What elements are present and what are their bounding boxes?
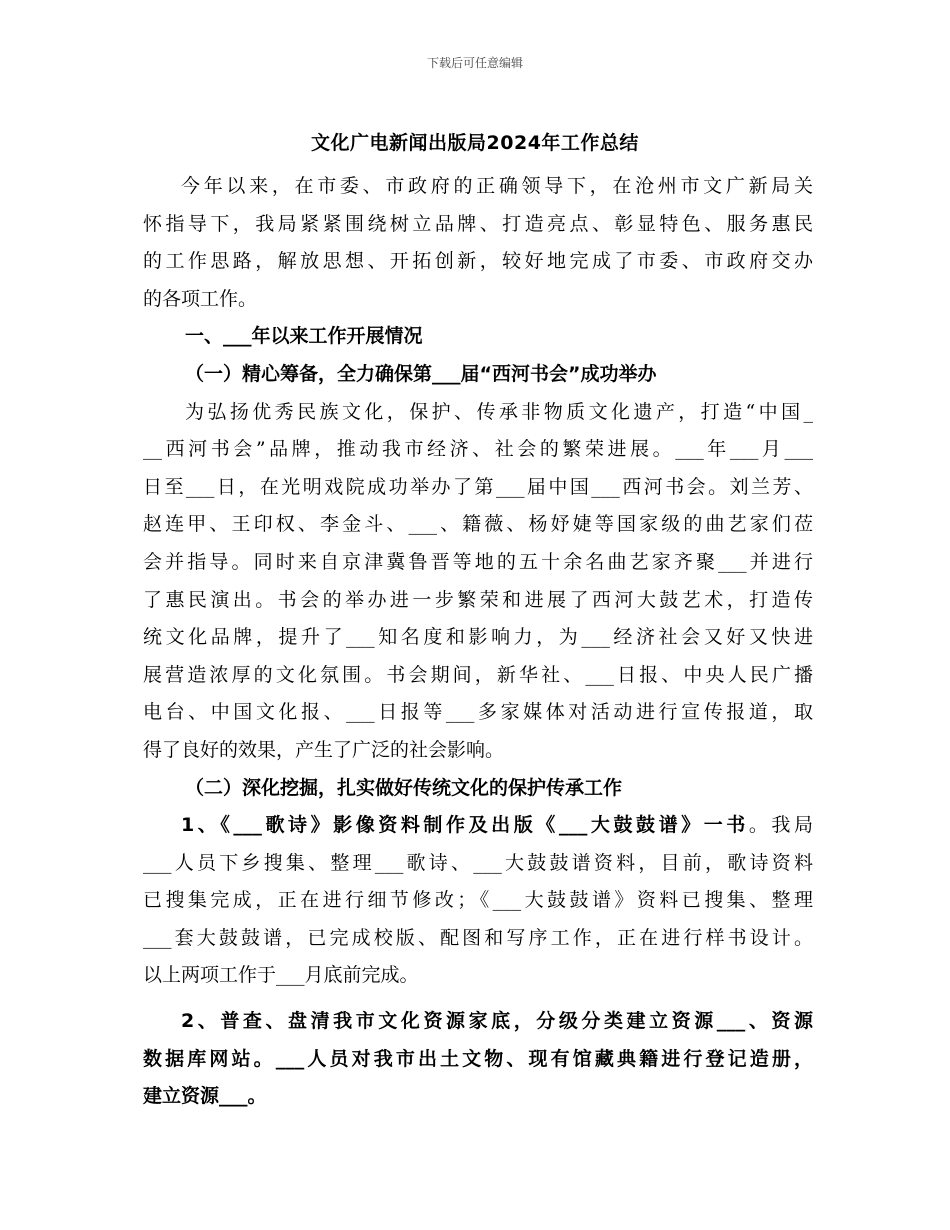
paragraph-line: 怀指导下，我局紧紧围绕树立品牌、打造亮点、彰显特色、服务惠民 [143,212,813,235]
paragraph-line: 赵连甲、王印权、李金斗、___、籍薇、杨妤婕等国家级的曲艺家们莅 [143,513,813,536]
paragraph-line: 得了良好的效果，产生了广泛的社会影响。 [143,738,505,761]
paragraph-line: ___套大鼓鼓谱，已完成校版、配图和写序工作，正在进行样书设计。 [143,926,813,949]
item-heading: 1、《___歌诗》影像资料制作及出版《___大鼓鼓谱》一书 [181,814,749,837]
paragraph-line: 以上两项工作于___月底前完成。 [143,964,419,987]
paragraph-line: 展营造浓厚的文化氛围。书会期间，新华社、___日报、中央人民广播 [143,663,813,686]
paragraph-line: 的工作思路，解放思想、开拓创新，较好地完成了市委、市政府交办 [143,250,813,273]
paragraph-line: ___人员下乡搜集、整理___歌诗、___大鼓鼓谱资料，目前，歌诗资料 [143,851,813,874]
subsection-heading: （一）精心筹备，全力确保第___届“西河书会”成功举办 [185,362,657,385]
paragraph-line: 日至___日，在光明戏院成功举办了第___届中国___西河书会。刘兰芳、 [143,475,813,498]
paragraph-line: 会并指导。同时来自京津冀鲁晋等地的五十余名曲艺家齐聚___并进行 [143,550,813,573]
paragraph-line: 今年以来，在市委、市政府的正确领导下，在沧州市文广新局关 [181,175,813,197]
paragraph-line [143,807,813,845]
paragraph-line: 的各项工作。 [143,287,258,310]
item-text: 。我局 [748,814,813,837]
document-body [143,168,813,1116]
paragraph-line: 建立资源___。 [143,1085,267,1108]
paragraph-line: 2、普查、盘清我市文化资源家底，分级分类建立资源___、资源 [181,1010,813,1033]
paragraph-line: 数据库网站。___人员对我市出土文物、现有馆藏典籍进行登记造册， [143,1047,813,1070]
paragraph-line: 了惠民演出。书会的举办进一步繁荣和进展了西河大鼓艺术，打造传 [143,588,813,611]
paragraph-line: 为弘扬优秀民族文化，保护、传承非物质文化遗产，打造“中国_ [185,400,813,423]
paragraph-line: __西河书会”品牌，推动我市经济、社会的繁荣进展。___年___月___ [143,438,813,461]
header-note: 下载后可任意编辑 [426,56,523,70]
section-heading: 一、___年以来工作开展情况 [185,325,423,348]
subsection-heading: （二）深化挖掘，扎实做好传统文化的保护传承工作 [185,776,623,799]
paragraph-line: 已搜集完成，正在进行细节修改；《___大鼓鼓谱》资料已搜集、整理 [143,889,813,912]
paragraph-line: 电台、中国文化报、___日报等___多家媒体对活动进行宣传报道，取 [143,701,813,724]
paragraph-line: 统文化品牌，提升了___知名度和影响力，为___经济社会又好又快进 [143,626,813,649]
document-title: 文化广电新闻出版局2024年工作总结 [311,132,639,154]
